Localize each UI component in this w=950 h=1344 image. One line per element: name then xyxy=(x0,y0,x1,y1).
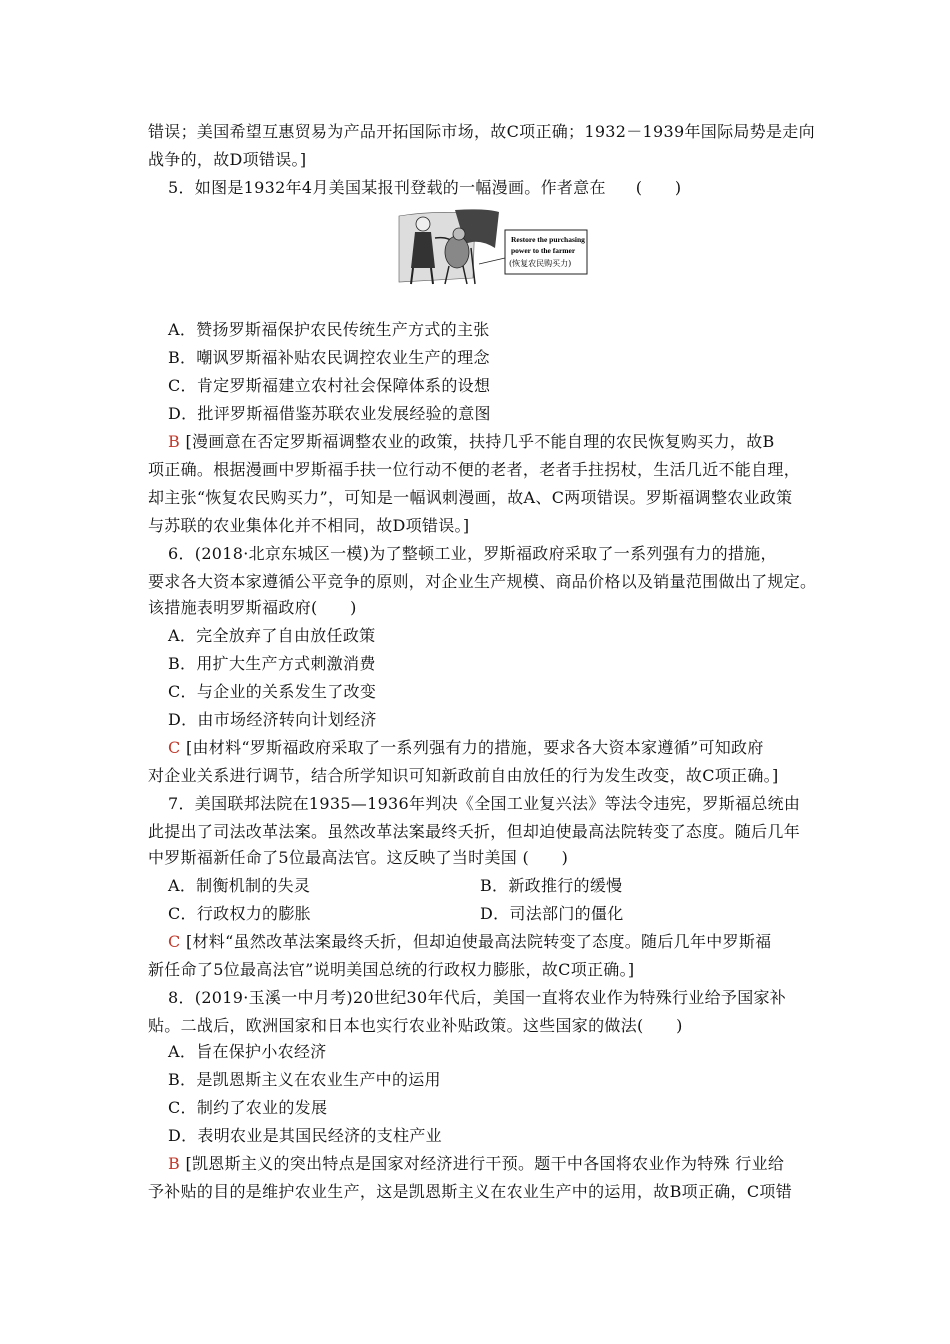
answer-letter: C xyxy=(168,738,181,757)
option-c: C．制约了农业的发展 xyxy=(168,1098,328,1117)
text-line: 战争的，故D项错误。] xyxy=(148,150,307,169)
text-line: 却主张“恢复农民购买力”，可知是一幅讽刺漫画，故A、C两项错误。罗斯福调整农业政策 xyxy=(148,488,793,507)
text-line: 予补贴的目的是维护农业生产，这是凯恩斯主义在农业生产中的运用，故B项正确，C项错 xyxy=(148,1182,793,1201)
answer-letter: B xyxy=(168,1154,181,1173)
text-line: 项正确。根据漫画中罗斯福手扶一位行动不便的老者，老者手拄拐杖，生活几近不能自理， xyxy=(148,460,801,479)
option-a: A．旨在保护小农经济 xyxy=(168,1042,327,1061)
answer-7: C [材料“虽然改革法案最终夭折，但却迫使最高法院转变了态度。随后几年中罗斯福 xyxy=(168,932,772,951)
option-row xyxy=(168,876,848,896)
option-d: D．由市场经济转向计划经济 xyxy=(168,710,377,729)
option-d: D．批评罗斯福借鉴苏联农业发展经验的意图 xyxy=(168,404,491,423)
cartoon-caption-cn: (恢复农民购买力) xyxy=(509,259,572,268)
option-d: D．表明农业是其国民经济的支柱产业 xyxy=(168,1126,442,1145)
option-b: B．新政推行的缓慢 xyxy=(480,876,623,895)
cartoon-caption-en-1: Restore the purchasing xyxy=(511,235,585,244)
text-line: 该措施表明罗斯福政府( ) xyxy=(148,598,357,617)
answer-5: B [漫画意在否定罗斯福调整农业的政策，扶持几乎不能自理的农民恢复购买力，故B xyxy=(168,432,775,451)
option-d: D．司法部门的僵化 xyxy=(480,904,624,923)
question-7-stem: 7．美国联邦法院在1935—1936年判决《全国工业复兴法》等法令违宪，罗斯福总统由 xyxy=(168,794,801,813)
option-b: B．用扩大生产方式刺激消费 xyxy=(168,654,376,673)
option-row xyxy=(168,904,848,924)
text-line: 贴。二战后，欧洲国家和日本也实行农业补贴政策。这些国家的做法( ) xyxy=(148,1016,683,1035)
text-line: 错误；美国希望互惠贸易为产品开拓国际市场，故C项正确；1932－1939年国际局势是走向 xyxy=(148,122,815,141)
text-line: 与苏联的农业集体化并不相同，故D项错误。] xyxy=(148,516,470,535)
option-b: B．是凯恩斯主义在农业生产中的运用 xyxy=(168,1070,441,1089)
text-line: 此提出了司法改革法案。虽然改革法案最终夭折，但却迫使最高法院转变了态度。随后几年 xyxy=(148,822,801,841)
question-8-stem: 8．(2019·玉溪一中月考)20世纪30年代后，美国一直将农业作为特殊行业给予国家补 xyxy=(168,988,787,1007)
text-line: 对企业关系进行调节，结合所学知识可知新政前自由放任的行为发生改变，故C项正确。] xyxy=(148,766,779,785)
answer-letter: C xyxy=(168,932,181,951)
option-b: B．嘲讽罗斯福补贴农民调控农业生产的理念 xyxy=(168,348,490,367)
option-a: A．赞扬罗斯福保护农民传统生产方式的主张 xyxy=(168,320,490,339)
answer-8: B [凯恩斯主义的突出特点是国家对经济进行干预。题干中各国将农业作为特殊 行业给 xyxy=(168,1154,785,1173)
text-line: 新任命了5位最高法官”说明美国总统的行政权力膨胀，故C项正确。] xyxy=(148,960,635,979)
cartoon-caption-en-2: power to the farmer xyxy=(511,246,576,255)
answer-letter: B xyxy=(168,432,181,451)
answer-6: C [由材料“罗斯福政府采取了一系列强有力的措施，要求各大资本家遵循”可知政府 xyxy=(168,738,764,757)
text-line: 要求各大资本家遵循公平竞争的原则，对企业生产规模、商品价格以及销量范围做出了规定。 xyxy=(148,572,817,591)
question-6-stem: 6．(2018·北京东城区一模)为了整顿工业，罗斯福政府采取了一系列强有力的措施， xyxy=(168,544,777,563)
option-c: C．与企业的关系发生了改变 xyxy=(168,682,377,701)
option-c: C．肯定罗斯福建立农村社会保障体系的设想 xyxy=(168,376,491,395)
cartoon-image xyxy=(395,208,591,286)
option-a: A．完全放弃了自由放任政策 xyxy=(168,626,376,645)
option-a: A．制衡机制的失灵 xyxy=(168,876,311,895)
option-c: C．行政权力的膨胀 xyxy=(168,904,311,923)
question-5-stem: 5．如图是1932年4月美国某报刊登载的一幅漫画。作者意在 ( ) xyxy=(168,178,682,197)
text-line: 中罗斯福新任命了5位最高法官。这反映了当时美国 ( ) xyxy=(148,848,569,867)
